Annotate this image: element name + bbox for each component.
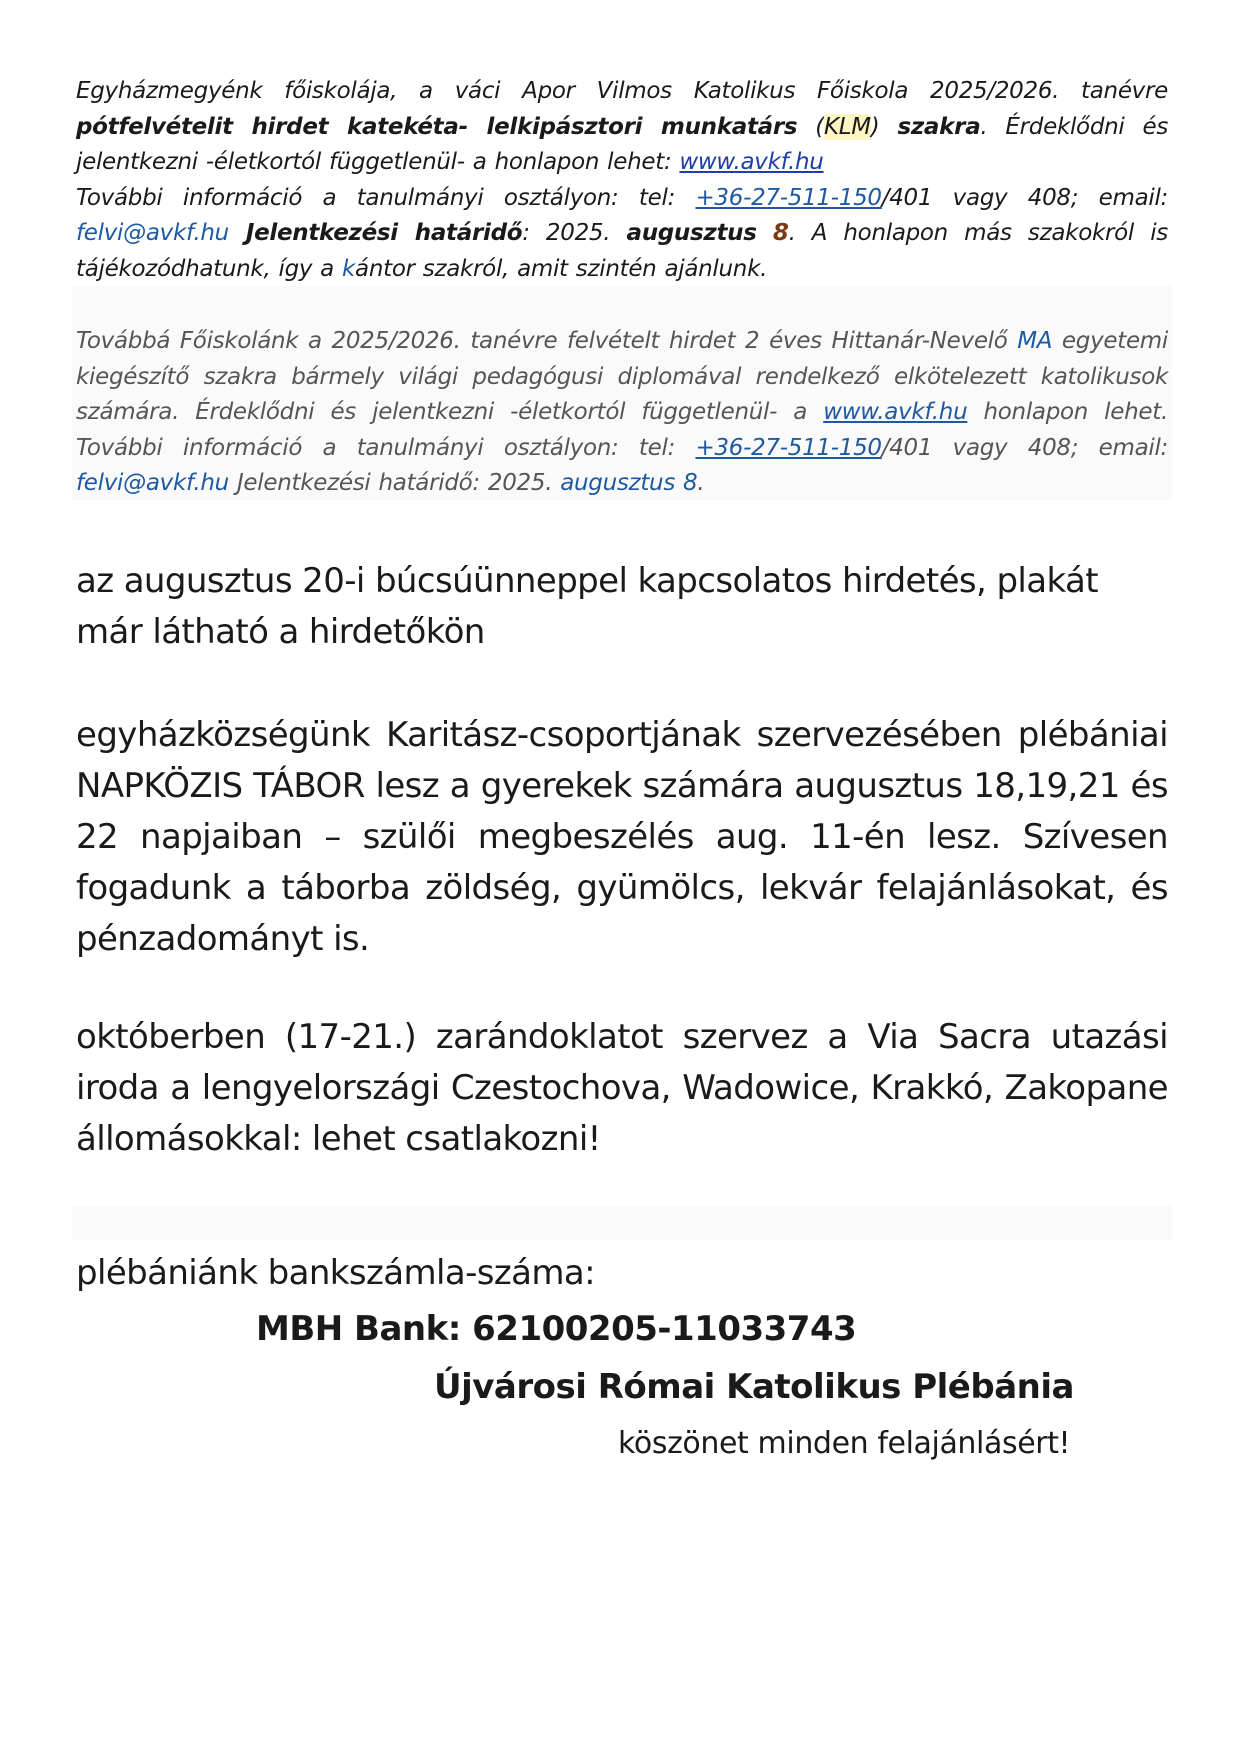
phone-link[interactable]: +36-27-511-150 (695, 184, 882, 211)
bank-account-number: MBH Bank: 62100205-11033743 (256, 1309, 857, 1349)
announcement-pilgrimage: októberben (17-21.) zarándoklatot szervez a Via Sacra utazási iroda a lengyelországi Czestochova, Wadowice, Krakkó, Zakopane állomásokkal: lehet csatlakozni! (76, 1017, 1168, 1159)
parish-name: Újvárosi Római Katolikus Plébánia (434, 1367, 1074, 1407)
announcement-poster: az augusztus 20-i búcsúünneppel kapcsolatos hirdetés, plakát már látható a hirdetőkön (76, 561, 1098, 652)
thanks-note: köszönet minden felajánlásért! (618, 1426, 1071, 1461)
email-text: felvi@avkf.hu (76, 220, 229, 246)
email-text-2: felvi@avkf.hu (76, 470, 229, 496)
bank-account-label: plébániánk bankszámla-száma: (76, 1253, 595, 1293)
announcement-day-camp: egyházközségünk Karitász-csoportjának szervezésében plébániai NAPKÖZIS TÁBOR lesz a gyerekek számára augusztus 18,19,21 és 22 napjaiban – szülői megbeszélés aug. 11-én lesz. Szívesen fogadunk a táborba zöldség, gyümölcs, lekvár felajánlásokat, és pénzadományt is. (76, 715, 1168, 959)
notice-admission-klm: Egyházmegyénk főiskolája, a váci Apor Vilmos Katolikus Főiskola 2025/2026. tanévre pótfelvételit hirdet katekéta- lelkipásztori munkatárs (KLM) szakra. Érdeklődni és jelentkezni -életkortól függetlenül- a honlapon lehet: www.avkf.hu További információ a tanulmányi osztályon: tel: +36-27-511-150/401 vagy 408; email: felvi@avkf.hu Jelentkezési határidő: 2025. augusztus 8. A honlapon más szakokról is tájékozódhatunk, így a kántor szakról, amit szintén ajánlunk. (76, 78, 1169, 282)
shaded-separator-2 (72, 1206, 1172, 1240)
website-link[interactable]: www.avkf.hu (679, 149, 824, 175)
notice-admission-ma: Továbbá Főiskolánk a 2025/2026. tanévre felvételt hirdet 2 éves Hittanár-Nevelő MA egyetemi kiegészítő szakra bármely világi pedagógusi diplomával rendelkező elkötelezett katolikusok számára. Érdeklődni és jelentkezni -életkortól függetlenül- a www.avkf.hu honlapon lehet. További információ a tanulmányi osztályon: tel: +36-27-511-150/401 vagy 408; email: felvi@avkf.hu Jelentkezési határidő: 2025. augusztus 8. (76, 328, 1169, 496)
shaded-separator (72, 286, 1172, 320)
phone-link-2[interactable]: +36-27-511-150 (695, 434, 882, 461)
website-link-2[interactable]: www.avkf.hu (823, 399, 968, 425)
